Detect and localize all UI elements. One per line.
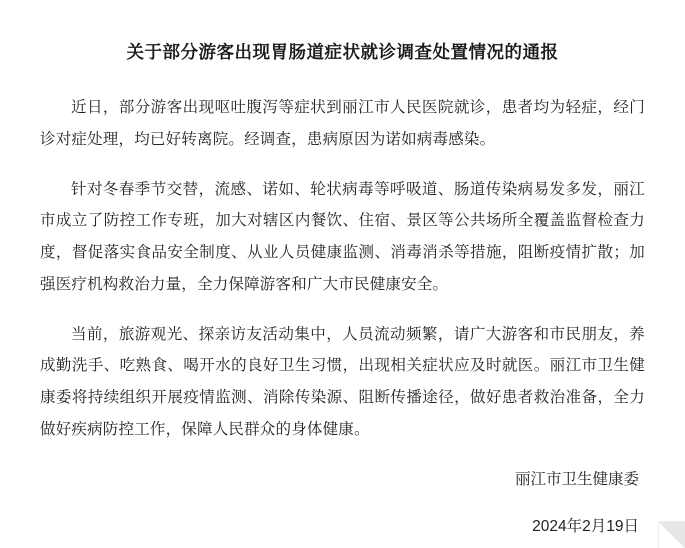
signature-date: 2024年2月19日 — [532, 518, 639, 536]
page-title: 关于部分游客出现胃肠道症状就诊调查处置情况的通报 — [126, 42, 559, 62]
paragraph: 当前，旅游观光、探亲访友活动集中，人员流动频繁，请广大游客和市民朋友，养成勤洗手、吃熟食、喝开水的良好卫生习惯，出现相关症状应及时就医。丽江市卫生健康委将持续组织开展疫情监测、消除传染源、阻断传播途径，做好患者救治准备，全力做好疾病防控工作，保障人民群众的身体健康。 — [40, 325, 645, 438]
signature-organization: 丽江市卫生健康委 — [514, 470, 639, 488]
paragraph: 近日，部分游客出现呕吐腹泻等症状到丽江市人民医院就诊，患者均为轻症，经门诊对症处理，均已好转离院。经调查，患病原因为诺如病毒感染。 — [40, 99, 645, 148]
signature-block — [40, 464, 645, 544]
document-body — [40, 92, 645, 446]
paragraph: 针对冬春季节交替，流感、诺如、轮状病毒等呼吸道、肠道传染病易发多发，丽江市成立了防控工作专班，加大对辖区内餐饮、住宿、景区等公共场所全覆盖监督检查力度，督促落实食品安全制度、从业人员健康监测、消毒消杀等措施，阻断疫情扩散；加强医疗机构救治力量，全力保障游客和广大市民健康安全。 — [40, 180, 645, 293]
page-corner-fold-icon — [658, 521, 685, 548]
